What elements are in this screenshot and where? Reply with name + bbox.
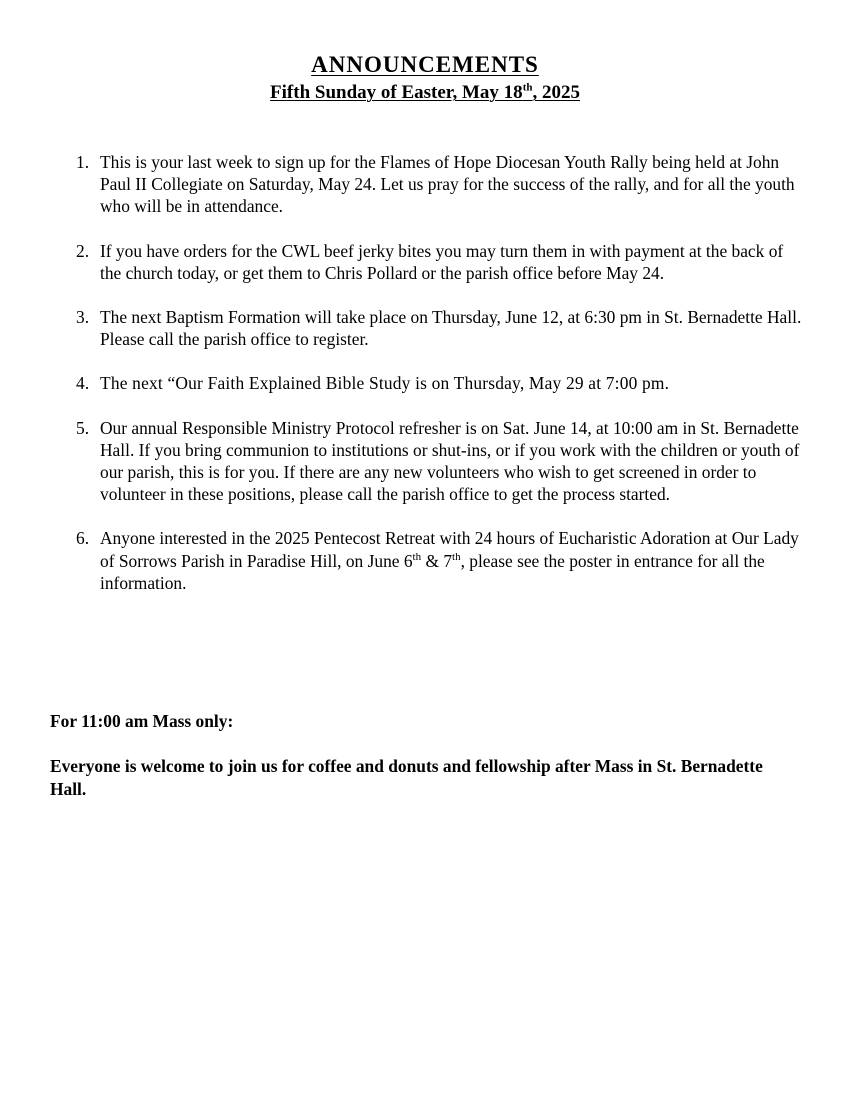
announcement-list [72,151,802,616]
item-number: 4. [76,373,90,394]
item-text: This is your last week to sign up for the Flames of Hope Diocesan Youth Rally being held at John Paul II Collegiate on Saturday, May 24. Let us pray for the success of the rally, and for all the youth who will be in attendance. [100,152,795,217]
page-title: ANNOUNCEMENTS [311,52,539,77]
item-number: 6. [76,528,90,549]
item-text: The next “Our Faith Explained Bible Study is on Thursday, May 29 at 7:00 pm. [100,373,670,394]
subtitle-date-text: Fifth Sunday of Easter, May 18 [270,82,523,103]
announcement-item-1 [72,151,802,218]
item-number: 2. [76,240,90,261]
announcement-item-2 [72,240,802,284]
item-text: If you have orders for the CWL beef jerky bites you may turn them in with payment at the back of the church today, or get them to Chris Pollard or the parish office before May 24. [100,240,784,283]
announcement-item-6 [72,527,802,594]
ordinal-suffix: th [412,550,422,563]
item-text [100,528,799,592]
item-text: The next Baptism Formation will take place on Thursday, June 12, at 6:30 pm in St. Bernadette Hall. Please call the parish office to register. [100,307,802,350]
announcement-item-4 [72,372,802,394]
item-text-part: & 7 [421,550,453,571]
subtitle-ordinal-suffix: th [522,81,533,94]
item-number: 5. [76,417,90,438]
item-text-part: , please see the poster in entrance for all the information. [100,550,765,593]
item-number: 1. [76,152,90,172]
item-text-part: Anyone interested in the 2025 Pentecost Retreat with 24 hours of Eucharistic Adoration at Our Lady of Sorrows Parish in Paradise Hill, on June 6 [100,528,799,571]
item-number: 3. [76,307,90,328]
page-subtitle [0,81,850,105]
item-text: Our annual Responsible Ministry Protocol refresher is on Sat. June 14, at 10:00 am in St. Bernadette Hall. If you bring communion to institutions or shut-ins, or if you work with the children or youth of our parish, this is for you. If there are any new volunteers who wish to get screened in order to volunteer in these positions, please call the parish office to get the process started. [100,417,800,505]
mass-note-heading: For 11:00 am Mass only: [50,711,234,731]
subtitle-year-text: , 2025 [532,82,580,103]
ordinal-suffix: th [452,550,461,563]
announcement-item-5 [72,417,802,506]
mass-note-text: Everyone is welcome to join us for coffee and donuts and fellowship after Mass in St. Bernadette Hall. [50,756,763,799]
announcement-item-3 [72,306,802,350]
